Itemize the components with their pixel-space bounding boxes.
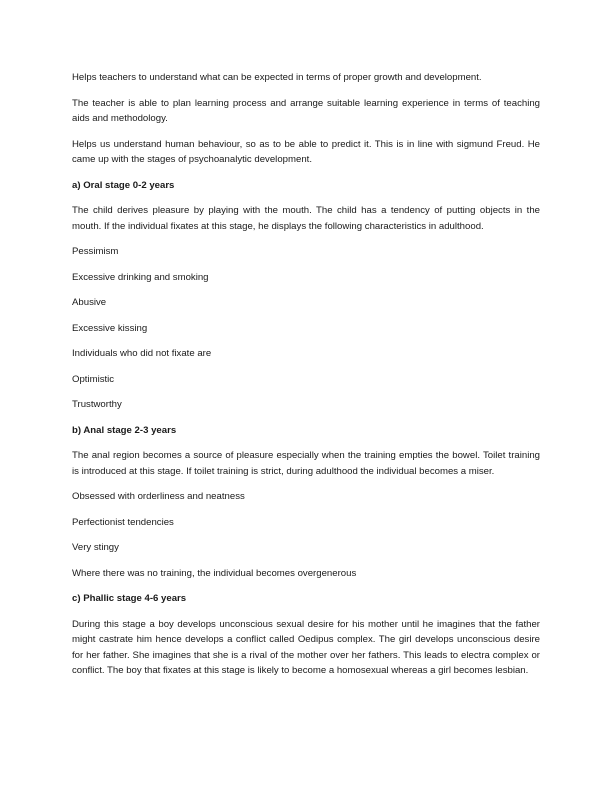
anal-stage-description: The anal region becomes a source of pleasure especially when the training empties the bowel. Toilet training is introduced at this stage. If toilet training is strict, during adulthood the individual becomes a miser.	[72, 450, 540, 477]
oral-stage-heading: a) Oral stage 0-2 years	[72, 179, 175, 191]
oral-stage-description: The child derives pleasure by playing with the mouth. The child has a tendency of putting objects in the mouth. If the individual fixates at this stage, he displays the following characteristics in adulthood.	[72, 205, 540, 232]
anal-stage-heading: b) Anal stage 2-3 years	[72, 424, 177, 436]
intro-paragraph-1: Helps teachers to understand what can be expected in terms of proper growth and development.	[72, 72, 482, 83]
anal-trait-item: Perfectionist tendencies	[72, 516, 174, 528]
oral-trait-item: Pessimism	[72, 246, 119, 257]
intro-paragraph-2: The teacher is able to plan learning process and arrange suitable learning experience in terms of teaching aids and methodology.	[72, 97, 540, 124]
document-page	[72, 70, 540, 689]
oral-non-fixate-item: Optimistic	[72, 373, 115, 385]
anal-trait-item: Obsessed with orderliness and neatness	[72, 491, 245, 502]
oral-trait-item: Excessive drinking and smoking	[72, 271, 209, 283]
intro-paragraph-3: Helps us understand human behaviour, so as to be able to predict it. This is in line with sigmund Freud. He came up with the stages of psychoanalytic development.	[72, 138, 540, 165]
oral-trait-item: Abusive	[72, 297, 107, 308]
phallic-stage-heading: c) Phallic stage 4-6 years	[72, 593, 187, 604]
anal-no-training-line: Where there was no training, the individual becomes overgenerous	[72, 567, 357, 579]
anal-trait-item: Very stingy	[72, 542, 119, 553]
phallic-stage-description: During this stage a boy develops unconscious sexual desire for his mother until he imagines that the father might castrate him hence develops a conflict called Oedipus complex. The girl develops unconscious desire for her father. She imagines that she is a rival of the mother over her fathers. This leads to electra complex or conflict. The boy that fixates at this stage is likely to become a homosexual whereas a girl becomes lesbian.	[72, 618, 540, 676]
oral-trait-item: Excessive kissing	[72, 322, 148, 334]
oral-non-fixate-item: Trustworthy	[72, 399, 122, 410]
oral-non-fixate-intro: Individuals who did not fixate are	[72, 348, 212, 359]
